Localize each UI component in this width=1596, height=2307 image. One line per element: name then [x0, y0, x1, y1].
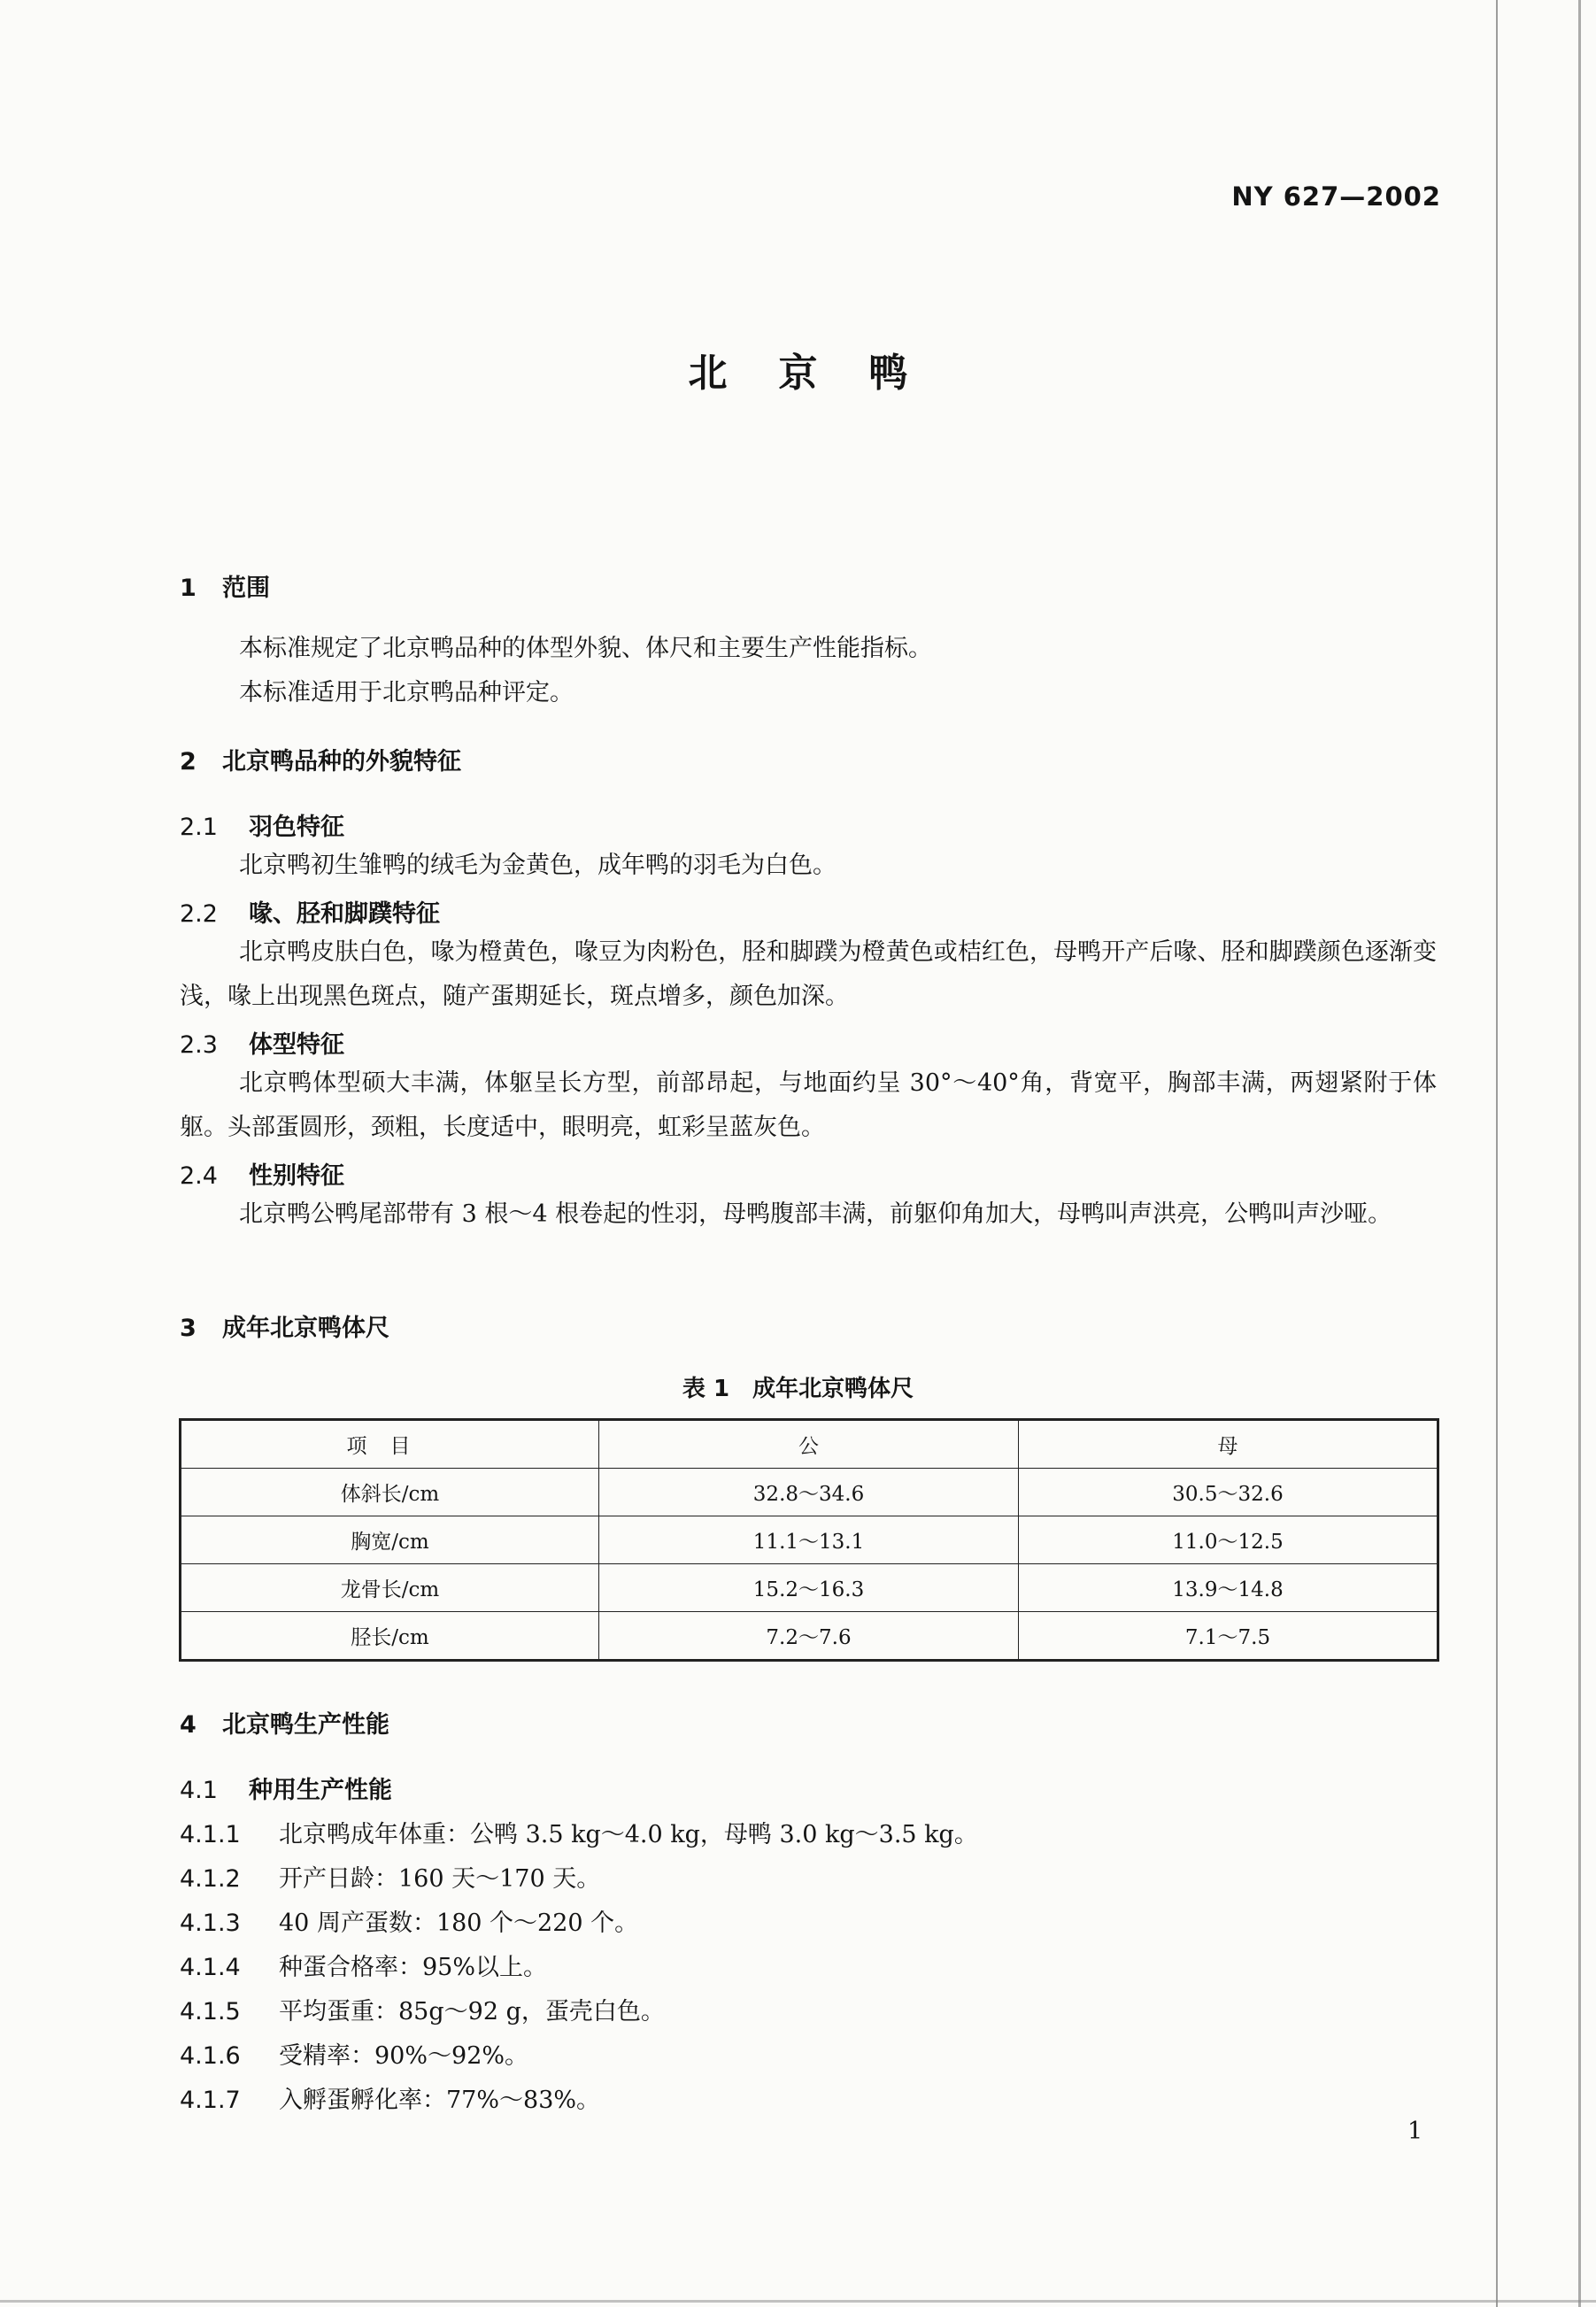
list-item-4-1-2: 4.1.2 开产日龄：160 天～170 天。	[180, 1865, 601, 1893]
table-cell: 15.2～16.3	[599, 1564, 1019, 1612]
table-cell: 龙骨长/cm	[181, 1564, 599, 1612]
section-1-paragraph-2: 本标准适用于北京鸭品种评定。	[239, 679, 574, 706]
section-4-heading: 4 北京鸭生产性能	[180, 1711, 389, 1739]
standard-code: NY 627—2002	[1231, 181, 1441, 212]
section-2-1-text: 北京鸭初生雏鸭的绒毛为金黄色，成年鸭的羽毛为白色。	[239, 852, 837, 879]
list-item-4-1-6: 4.1.6 受精率：90%～92%。	[180, 2042, 529, 2070]
section-2-3-text: 北京鸭体型硕大丰满，体躯呈长方型，前部昂起，与地面约呈 30°～40°角，背宽平，胸部丰满，两翅紧附于体躯。头部蛋圆形，颈粗，长度适中，眼明亮，虹彩呈蓝灰色。	[180, 1069, 1437, 1141]
section-2-3-heading: 2.3 体型特征	[180, 1031, 344, 1059]
table-cell: 30.5～32.6	[1019, 1469, 1438, 1516]
table-row	[181, 1516, 1438, 1564]
table-row	[181, 1564, 1438, 1612]
section-2-2-text: 北京鸭皮肤白色，喙为橙黄色，喙豆为肉粉色，胫和脚蹼为橙黄色或桔红色，母鸭开产后喙、胫和脚蹼颜色逐渐变浅，喙上出现黑色斑点，随产蛋期延长，斑点增多，颜色加深。	[180, 938, 1437, 1010]
section-2-4-heading: 2.4 性别特征	[180, 1162, 344, 1190]
section-3-heading: 3 成年北京鸭体尺	[180, 1315, 389, 1342]
table-cell: 11.0～12.5	[1019, 1516, 1438, 1564]
section-1-heading: 1 范围	[180, 575, 270, 602]
section-1-paragraph-1: 本标准规定了北京鸭品种的体型外貌、体尺和主要生产性能指标。	[239, 635, 932, 662]
table-cell: 11.1～13.1	[599, 1516, 1019, 1564]
column-header-item: 项目	[181, 1420, 599, 1469]
table-cell: 13.9～14.8	[1019, 1564, 1438, 1612]
section-4-1-heading: 4.1 种用生产性能	[180, 1777, 392, 1804]
table-header-row	[181, 1420, 1438, 1469]
column-header-male: 公	[599, 1420, 1019, 1469]
table-cell: 7.2～7.6	[599, 1612, 1019, 1661]
table-cell: 胸宽/cm	[181, 1516, 599, 1564]
list-item-4-1-4: 4.1.4 种蛋合格率：95%以上。	[180, 1954, 548, 1981]
table-cell: 7.1～7.5	[1019, 1612, 1438, 1661]
section-2-heading: 2 北京鸭品种的外貌特征	[180, 748, 461, 775]
page-number: 1	[1407, 2118, 1423, 2145]
table-row	[181, 1469, 1438, 1516]
table-row	[181, 1612, 1438, 1661]
list-item-4-1-7: 4.1.7 入孵蛋孵化率：77%～83%。	[180, 2087, 601, 2114]
section-2-4-text: 北京鸭公鸭尾部带有 3 根～4 根卷起的性羽，母鸭腹部丰满，前躯仰角加大，母鸭叫声洪亮，公鸭叫声沙哑。	[239, 1200, 1392, 1228]
table-cell: 体斜长/cm	[181, 1469, 599, 1516]
table-caption: 表 1 成年北京鸭体尺	[682, 1376, 914, 1402]
column-header-female: 母	[1019, 1420, 1438, 1469]
scan-bottom-line	[0, 2300, 1596, 2303]
body-dimensions-table	[179, 1418, 1439, 1662]
page-title: 北京鸭	[688, 351, 960, 396]
table-cell: 胫长/cm	[181, 1612, 599, 1661]
table-cell: 32.8～34.6	[599, 1469, 1019, 1516]
list-item-4-1-5: 4.1.5 平均蛋重：85g～92 g，蛋壳白色。	[180, 1998, 665, 2025]
list-item-4-1-1: 4.1.1 北京鸭成年体重：公鸭 3.5 kg～4.0 kg，母鸭 3.0 kg～3.5 kg。	[180, 1821, 978, 1848]
list-item-4-1-3: 4.1.3 40 周产蛋数：180 个～220 个。	[180, 1910, 639, 1937]
section-2-2-heading: 2.2 喙、胫和脚蹼特征	[180, 900, 440, 928]
section-2-1-heading: 2.1 羽色特征	[180, 814, 344, 841]
